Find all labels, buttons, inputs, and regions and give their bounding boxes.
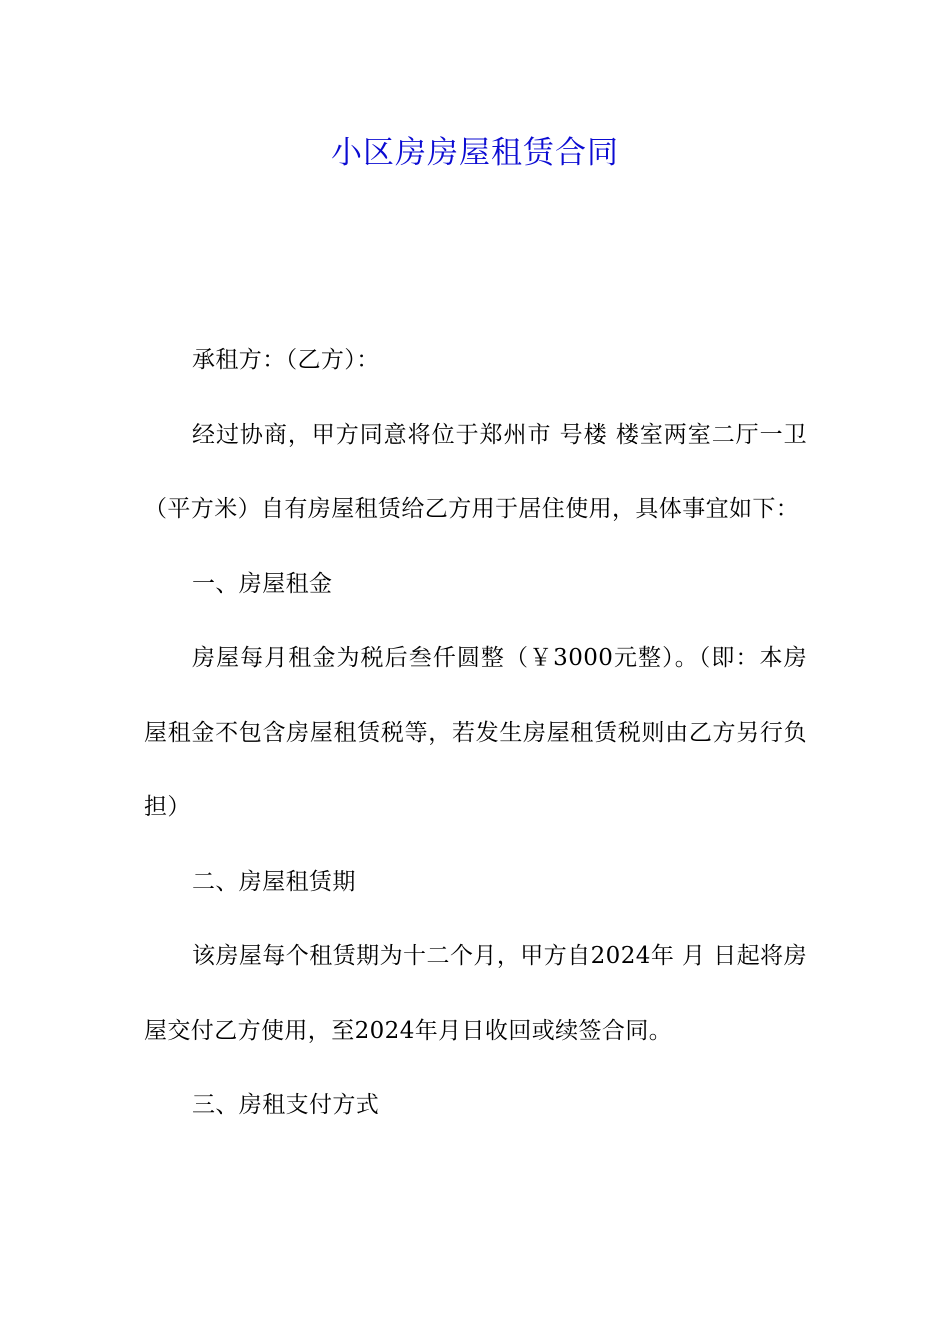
heading-lease-term: 二、房屋租赁期 (192, 868, 356, 895)
paragraph-agreement: 经过协商，甲方同意将位于郑州市 号楼 楼室两室二厅一卫（平方米）自有房屋租赁给乙方用于居住使用，具体事宜如下： (144, 421, 807, 522)
paragraph-lease-term: 该房屋每个租赁期为十二个月，甲方自2024年 月 日起将房屋交付乙方使用，至2024年月日收回或续签合同。 (144, 943, 807, 1044)
paragraph-lessee: 承租方：（乙方）： (192, 347, 380, 373)
paragraph-rent: 房屋每月租金为税后叁仟圆整（￥3000元整）。（即：本房屋租金不包含房屋租赁税等，若发生房屋租赁税则由乙方另行负担） (144, 645, 807, 820)
document-body (144, 323, 807, 1143)
document-title: 小区房房屋租赁合同 (331, 135, 619, 171)
heading-payment-method: 三、房租支付方式 (192, 1092, 380, 1118)
heading-rent: 一、房屋租金 (192, 570, 333, 597)
